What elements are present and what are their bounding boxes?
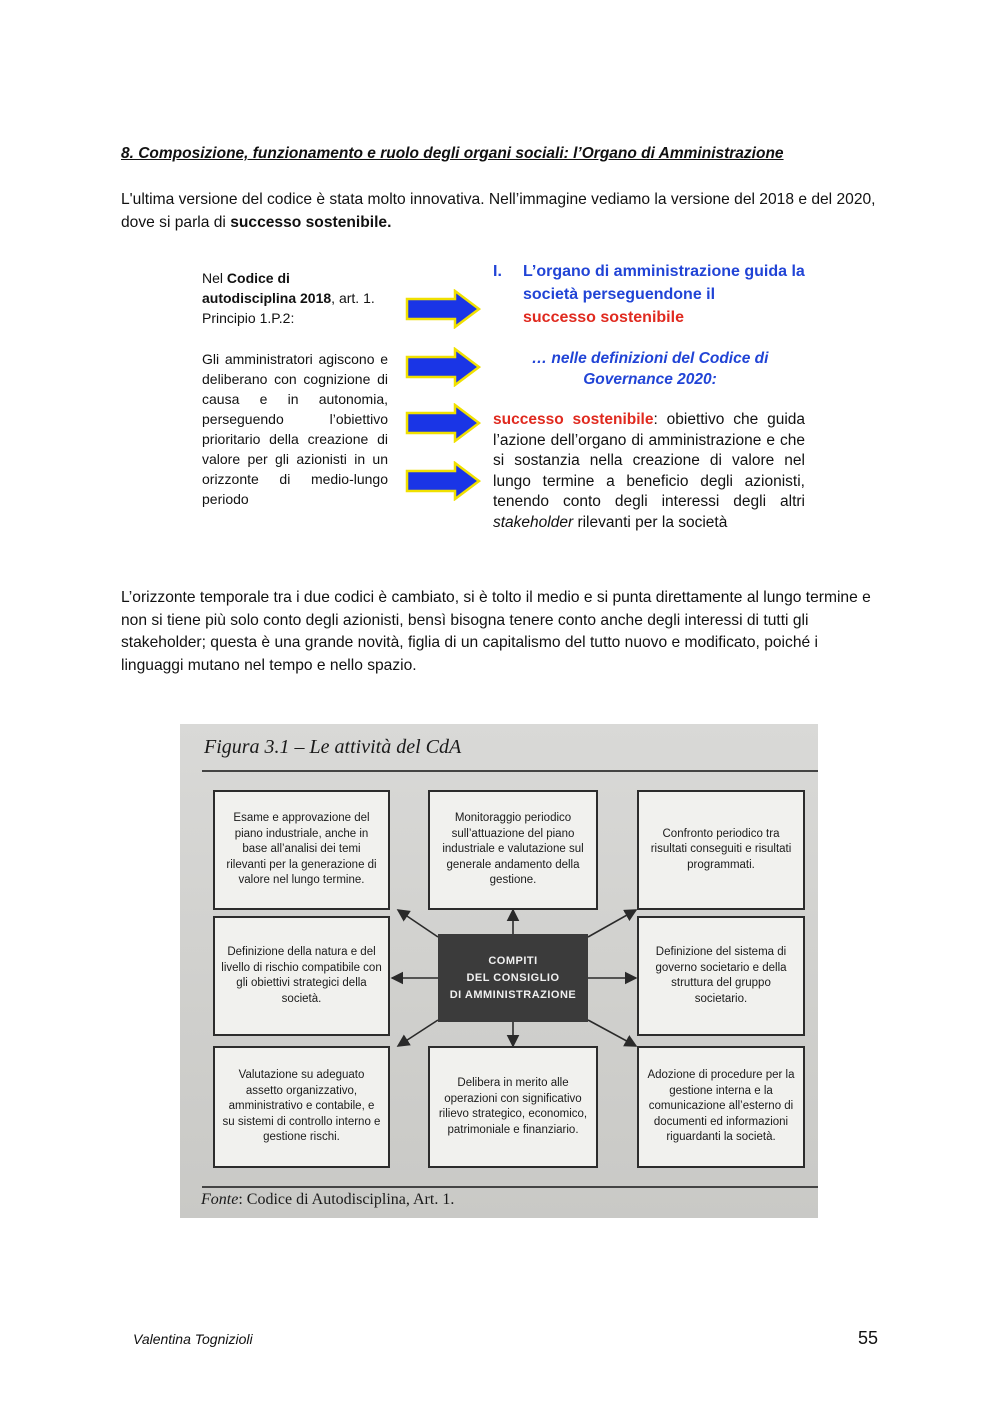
task-box-monitoraggio: Monitoraggio periodico sull’attuazione del piano industriale e valutazione sul generale andamento della gestione.	[428, 790, 598, 910]
task-box-piano-industriale: Esame e approvazione del piano industriale, anche in base all’analisi dei temi rilevanti per la generazione di valore nel lungo termine.	[213, 790, 390, 910]
slide-left-line2-bold: autodisciplina 2018	[202, 290, 332, 306]
figure-source-text: : Codice di Autodisciplina, Art. 1.	[238, 1191, 455, 1208]
slide-principle-title	[493, 260, 805, 329]
cda-center-box	[438, 934, 588, 1022]
task-box-rischio: Definizione della natura e del livello di rischio compatibile con gli obiettivi strategici della società.	[213, 916, 390, 1036]
right-arrow-icon	[405, 289, 481, 329]
slide-subtitle-pre: … nelle definizioni del	[531, 350, 699, 367]
right-arrow-icon	[405, 461, 481, 501]
figure-title: Figura 3.1 – Le attività del CdA	[204, 736, 462, 758]
slide-definition-text: : obiettivo che guida l’azione dell’organo di amministrazione e che si sostanzia nella creazione di valore nel lungo termine a beneficio degli azionisti, tenendo conto degli interessi degli altri	[493, 411, 805, 510]
slide-left-text	[202, 268, 388, 509]
task-box-procedure: Adozione di procedure per la gestione interna e la comunicazione all’esterno di documenti ed informazioni riguardanti la società.	[637, 1046, 805, 1168]
task-box-assetto-organizzativo: Valutazione su adeguato assetto organizzativo, amministrativo e contabile, e su sistemi di controllo interno e gestione rischi.	[213, 1046, 390, 1168]
codice-slide-image	[195, 258, 815, 558]
figure-bottom-rule	[202, 1186, 818, 1188]
slide-title-red: successo sostenibile	[523, 309, 684, 326]
slide-definition-end: rilevanti per la società	[573, 513, 728, 531]
slide-definition	[493, 410, 805, 533]
center-line-2: DEL CONSIGLIO	[466, 971, 560, 984]
slide-definition-italic: stakeholder	[493, 513, 574, 531]
center-line-3: DI AMMINISTRAZIONE	[449, 988, 577, 1001]
intro-paragraph	[121, 189, 881, 234]
cda-activities-figure	[180, 724, 818, 1218]
intro-bold: successo sostenibile.	[230, 213, 392, 231]
slide-title-blue: L’organo di amministrazione guida la società perseguendone il	[523, 263, 805, 303]
right-arrow-icon	[405, 403, 481, 443]
slide-left-line1: Nel	[202, 270, 227, 286]
task-box-confronto: Confronto periodico tra risultati conseguiti e risultati programmati.	[637, 790, 805, 910]
task-box-governo-societario: Definizione del sistema di governo societario e della struttura del gruppo societario.	[637, 916, 805, 1036]
task-box-delibera-operazioni: Delibera in merito alle operazioni con significativo rilievo strategico, economico, patrimoniale e finanziario.	[428, 1046, 598, 1168]
right-arrow-icon	[405, 347, 481, 387]
page-number: 55	[858, 1328, 879, 1348]
intro-text: L'ultima versione del codice è stata molto innovativa. Nell’immagine vediamo la versione del 2018 e del 2020, dove si parla di	[121, 191, 876, 231]
center-line-1: COMPITI	[488, 954, 538, 967]
section-heading: 8. Composizione, funzionamento e ruolo degli organi sociali: l’Organo di Amministrazione	[121, 145, 784, 162]
footer-author: Valentina Tognizioli	[133, 1331, 253, 1347]
slide-left-body: Gli amministratori agiscono e deliberano con cognizione di causa e in autonomia, perseguendo l’obiettivo prioritario della creazione di valore per gli azionisti in un orizzonte di medio-lungo periodo	[202, 351, 388, 507]
slide-roman-numeral: I.	[493, 263, 502, 280]
slide-left-line2: , art. 1.	[331, 290, 375, 306]
slide-left-line1-bold: Codice di	[226, 270, 290, 286]
slide-subtitle-bold: Codice di Governance 2020	[583, 350, 769, 388]
slide-subtitle	[505, 348, 795, 390]
slide-definition-term: successo sostenibile	[493, 411, 654, 428]
figure-source-label: Fonte	[201, 1191, 239, 1208]
body-paragraph: L’orizzonte temporale tra i due codici è cambiato, si è tolto il medio e si punta direttamente al lungo termine e non si tiene più solo conto degli azionisti, bensì bisogna tenere conto anche degli interessi di tutti gli stakeholder; questa è una grande novità, figlia di un capitalismo del tutto nuovo e modificato, poiché i linguaggi mutano nel tempo e nello spazio.	[121, 589, 871, 674]
slide-left-principle: Principio 1.P.2:	[202, 310, 295, 326]
figure-source	[201, 1191, 454, 1209]
slide-subtitle-post: :	[711, 371, 717, 388]
